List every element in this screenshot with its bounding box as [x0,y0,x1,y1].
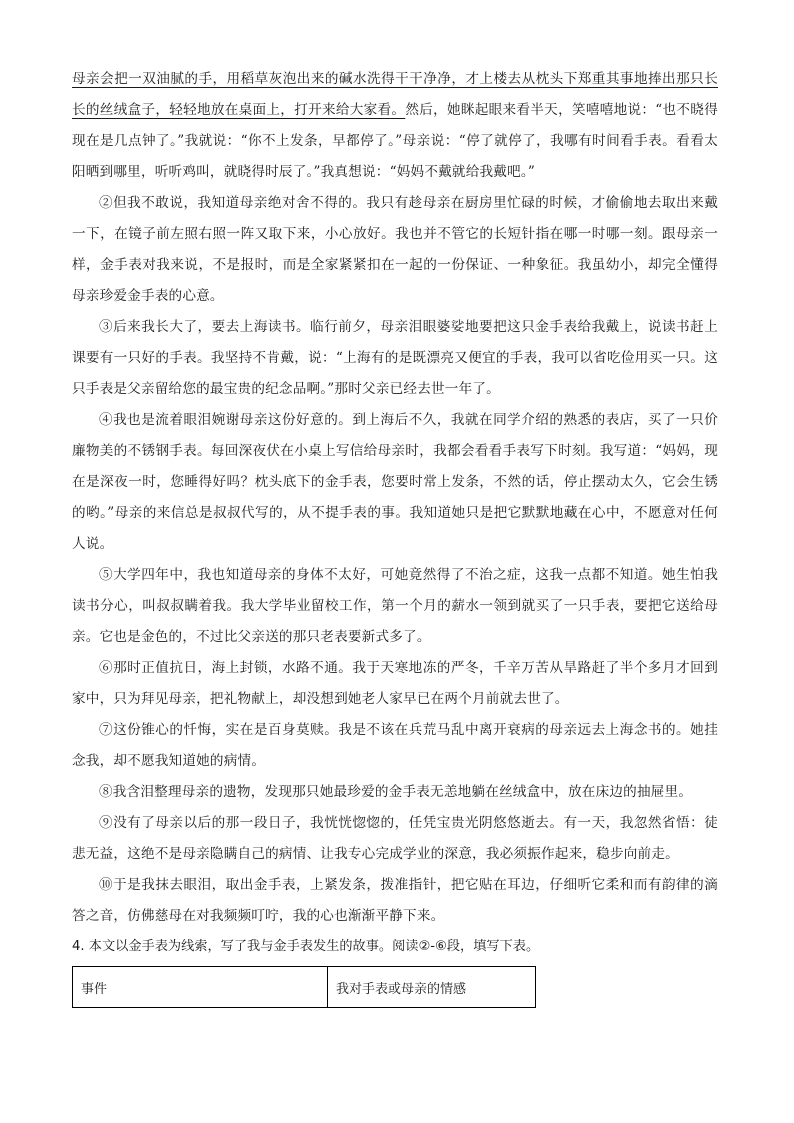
paragraph-4: ④我也是流着眼泪婉谢母亲这份好意的。到上海后不久，我就在同学介绍的熟悉的表店，买了一只价廉物美的不锈钢手表。每回深夜伏在小桌上写信给母亲时，我都会看看手表写下时刻。我写道：“妈妈，现在是深夜一时，您睡得好吗？枕头底下的金手表，您要时常上发条，不然的话，停止摆动太久，它会生锈的哟。”母亲的来信总是叔叔代写的，从不提手表的事。我知道她只是把它默默地藏在心中，不愿意对任何人说。 [72,412,718,552]
document-page [72,64,718,1008]
paragraph-1 [72,64,718,188]
paragraph-6: ⑥那时正值抗日，海上封锁，水路不通。我于天寒地冻的严冬，千辛万苦从旱路赶了半个多月才回到家中，只为拜见母亲，把礼物献上，却没想到她老人家早已在两个月前就去世了。 [72,660,718,707]
paragraph-2: ②但我不敢说，我知道母亲绝对舍不得的。我只有趁母亲在厨房里忙碌的时候，才偷偷地去取出来戴一下，在镜子前左照右照一阵又取下来，小心放好。我也并不管它的长短针指在哪一时哪一刻。跟母亲一样，金手表对我来说，不是报时，而是全家紧紧扣在一起的一份保证、一种象征。我虽幼小，却完全懂得母亲珍爱金手表的心意。 [72,195,718,304]
paragraph-5: ⑤大学四年中，我也知道母亲的身体不太好，可她竟然得了不治之症，这我一点都不知道。她生怕我读书分心，叫叔叔瞒着我。我大学毕业留校工作，第一个月的薪水一领到就买了一只手表，要把它送给母亲。它也是金色的，不过比父亲送的那只老表要新式多了。 [72,567,718,645]
paragraph-8: ⑧我含泪整理母亲的遗物，发现那只她最珍爱的金手表无恙地躺在丝绒盒中，放在床边的抽屉里。 [99,784,693,800]
table-header-event: 事件 [73,967,328,1008]
table-header-feeling: 我对手表或母亲的情感 [328,967,536,1008]
paragraph-9: ⑨没有了母亲以后的那一段日子，我恍恍惚惚的，任凭宝贵光阴悠悠逝去。有一天，我忽然省悟：徒悲无益，这绝不是母亲隐瞒自己的病情、让我专心完成学业的深意，我必须振作起来，稳步向前走。 [72,815,718,862]
paragraph-1-rest: 然后，她眯起眼来看半天，笑嘻嘻地说：“也不晓得现在是几点钟了。”我就说：“你不上发条，早都停了。”母亲说：“停了就停了，我哪有时间看手表。看看太阳晒到哪里，听听鸡叫，就晓得时辰了。”我真想说：“妈妈不戴就给我戴吧。” [72,102,718,180]
paragraph-3: ③后来我长大了，要去上海读书。临行前夕，母亲泪眼婆娑地要把这只金手表给我戴上，说读书赶上课要有一只好的手表。我坚持不肯戴，说：“上海有的是既漂亮又便宜的手表，我可以省吃俭用买一只。这只手表是父亲留给您的最宝贵的纪念品啊。”那时父亲已经去世一年了。 [72,319,718,397]
paragraph-7: ⑦这份锥心的忏悔，实在是百身莫赎。我是不该在兵荒马乱中离开衰病的母亲远去上海念书的。她挂念我，却不愿我知道她的病情。 [72,722,718,769]
question-4: 4. 本文以金手表为线索，写了我与金手表发生的故事。阅读②-⑥段，填写下表。 [72,939,540,954]
paragraph-10: ⑩于是我抹去眼泪，取出金手表，上紧发条，拨准指针，把它贴在耳边，仔细听它柔和而有韵律的滴答之音，仿佛慈母在对我频频叮咛，我的心也渐渐平静下来。 [72,877,718,924]
answer-table [72,966,536,1008]
table-row [73,967,536,1008]
underlined-sentence: 母亲会把一双油腻的手，用稻草灰泡出来的碱水洗得干干净净，才上楼去从枕头下郑重其事地捧出那只长长的丝绒盒子，轻轻地放在桌面上，打开来给大家看。 [72,71,718,118]
